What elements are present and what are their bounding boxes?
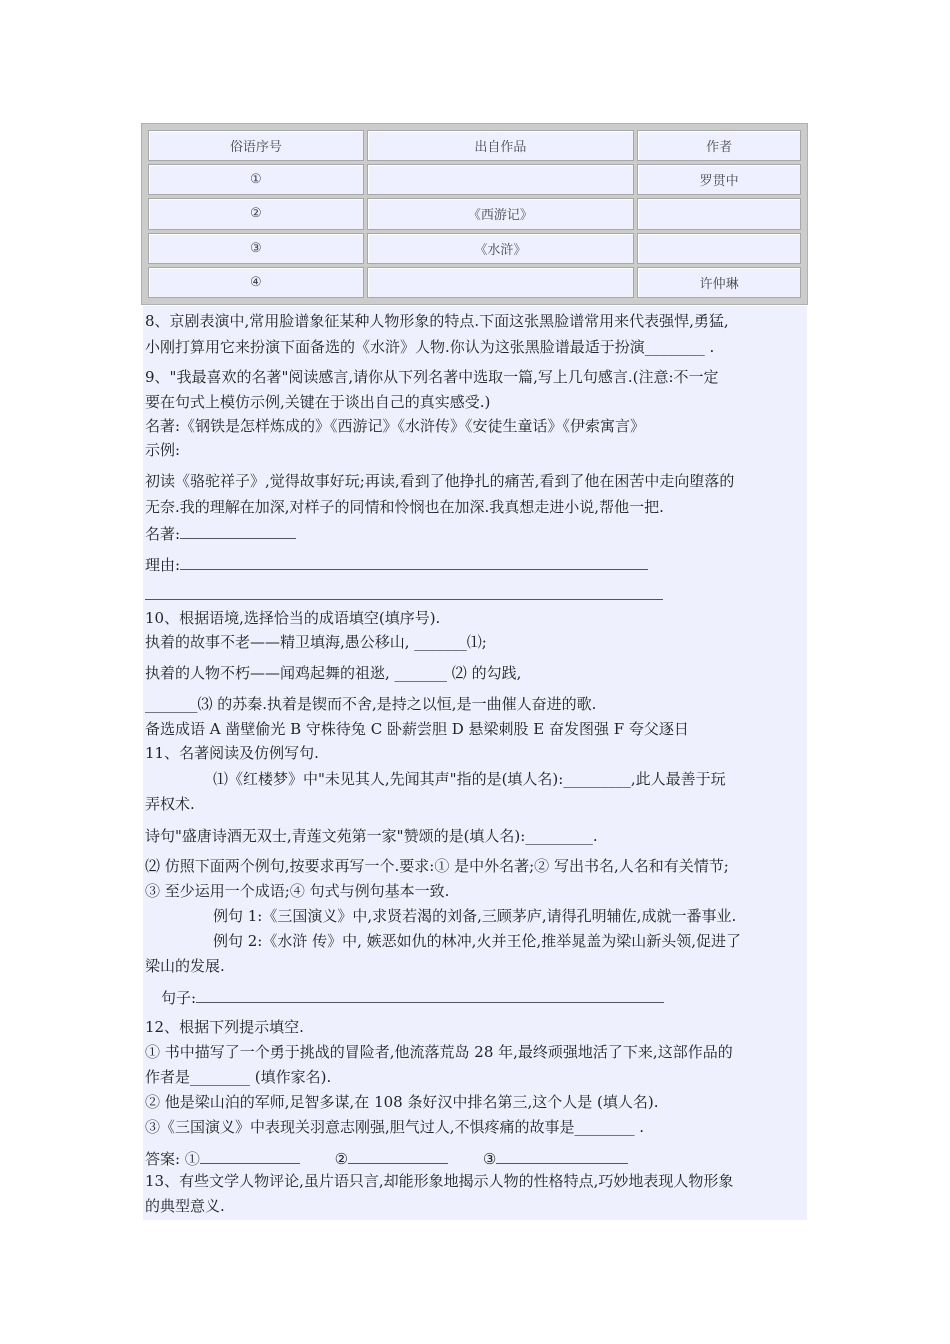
q12-text-line-4: ② 他是梁山泊的军师,足智多谋,在 108 条好汉中排名第三,这个人是 (填人名). xyxy=(145,1093,659,1111)
q9-books-line: 名著:《钢铁是怎样炼成的》《西游记》《水浒传》《安徒生童话》《伊索寓言》 xyxy=(145,417,646,435)
table-header-row xyxy=(148,130,801,161)
q9-reason-answer-line xyxy=(145,551,648,578)
table-row xyxy=(148,267,801,298)
q9-reason-label: 理由: xyxy=(145,556,181,574)
q10-text-line-4: _______⑶ 的苏秦.执着是锲而不舍,是持之以恒,是一曲催人奋进的歌. xyxy=(145,695,597,713)
table-cell: ① xyxy=(148,164,364,195)
q10-text-line-3: 执着的人物不朽——闻鸡起舞的祖逖, _______ ⑵ 的勾践, xyxy=(145,664,522,682)
table-header-cell: 俗语序号 xyxy=(148,130,364,161)
q9-book-answer-line xyxy=(145,520,296,547)
q9-text-line-1: 9、"我最喜欢的名著"阅读感言,请你从下列名著中选取一篇,写上几句感言.(注意:不一定 xyxy=(145,368,719,386)
table-row xyxy=(148,198,801,229)
table-cell xyxy=(637,233,801,264)
table-cell: ② xyxy=(148,198,364,229)
table-cell: 许仲琳 xyxy=(637,267,801,298)
q11-text-line-2: ⑴《红楼梦》中"未见其人,先闻其声"指的是(填人名):_________,此人最善于玩 xyxy=(213,770,726,788)
q9-example-line-2: 无奈.我的理解在加深,对样子的同情和怜悯也在加深.我真想走进小说,帮他一把. xyxy=(145,498,664,516)
q11-sentence-label: 句子: xyxy=(161,989,197,1007)
q9-text-line-2: 要在句式上模仿示例,关键在于谈出自己的真实感受.) xyxy=(145,393,491,411)
table-row xyxy=(148,164,801,195)
q11-example-1: 例句 1:《三国演义》中,求贤若渴的刘备,三顾茅庐,请得孔明辅佐,成就一番事业. xyxy=(213,907,737,925)
reason-answer-blank[interactable] xyxy=(180,551,648,570)
q9-example-line-1: 初读《骆驼祥子》,觉得故事好玩;再读,看到了他挣扎的痛苦,看到了他在困苦中走向堕落的 xyxy=(145,472,735,490)
table-cell xyxy=(367,164,635,195)
answer-blank-3[interactable] xyxy=(496,1145,628,1164)
table-row xyxy=(148,233,801,264)
q12-answer-label-2: ② xyxy=(334,1150,349,1168)
q10-text-line-1: 10、根据语境,选择恰当的成语填空(填序号). xyxy=(145,609,441,627)
q12-answer-label-1: 答案: ① xyxy=(145,1150,200,1168)
q12-text-line-1: 12、根据下列提示填空. xyxy=(145,1018,304,1036)
q13-text-line-1: 13、有些文学人物评论,虽片语只言,却能形象地揭示人物的性格特点,巧妙地表现人物形象 xyxy=(145,1172,734,1190)
q9-example-label: 示例: xyxy=(145,441,181,459)
book-answer-blank[interactable] xyxy=(180,520,296,539)
q9-book-label: 名著: xyxy=(145,525,181,543)
table-cell: ③ xyxy=(148,233,364,264)
proverb-table xyxy=(141,123,808,305)
q11-example-2-cont: 梁山的发展. xyxy=(145,957,225,975)
q12-answer-label-3: ③ xyxy=(482,1150,497,1168)
answer-blank-1[interactable] xyxy=(200,1145,300,1164)
table-header-cell: 出自作品 xyxy=(367,130,635,161)
q10-text-line-2: 执着的故事不老——精卫填海,愚公移山, _______⑴; xyxy=(145,633,487,651)
table-cell: ④ xyxy=(148,267,364,298)
table-header-cell: 作者 xyxy=(637,130,801,161)
q8-text-line-1: 8、京剧表演中,常用脸谱象征某种人物形象的特点.下面这张黑脸谱常用来代表强悍,勇猛, xyxy=(145,312,729,330)
q12-text-line-3: 作者是________ (填作家名). xyxy=(145,1068,332,1086)
table-cell: 罗贯中 xyxy=(637,164,801,195)
q11-example-2: 例句 2:《水浒 传》中, 嫉恶如仇的林冲,火并王伦,推举晁盖为梁山新头领,促进了 xyxy=(213,932,741,950)
table-cell xyxy=(637,198,801,229)
table-cell xyxy=(367,267,635,298)
answer-blank-2[interactable] xyxy=(348,1145,448,1164)
q11-text-line-4: 诗句"盛唐诗酒无双士,青莲文苑第一家"赞颂的是(填人名):_________. xyxy=(145,827,598,845)
q11-text-line-1: 11、名著阅读及仿例写句. xyxy=(145,744,319,762)
q12-text-line-5: ③《三国演义》中表现关羽意志刚强,胆气过人,不惧疼痛的故事是________ . xyxy=(145,1118,645,1136)
q10-options-line: 备选成语 A 凿壁偷光 B 守株待兔 C 卧薪尝胆 D 悬梁刺股 E 奋发图强 F 夸父逐日 xyxy=(145,720,689,738)
q11-text-line-3: 弄权术. xyxy=(145,795,195,813)
q12-text-line-2: ① 书中描写了一个勇于挑战的冒险者,他流落荒岛 28 年,最终顽强地活了下来,这部作品的 xyxy=(145,1043,733,1061)
table-cell: 《水浒》 xyxy=(367,233,635,264)
q8-text-line-2: 小刚打算用它来扮演下面备选的《水浒》人物.你认为这张黑脸谱最适于扮演________ . xyxy=(145,338,715,356)
q11-text-line-6: ③ 至少运用一个成语;④ 句式与例句基本一致. xyxy=(145,882,450,900)
question-content xyxy=(143,306,807,1220)
sentence-answer-blank[interactable] xyxy=(196,984,664,1003)
q11-text-line-5: ⑵ 仿照下面两个例句,按要求再写一个.要求:① 是中外名著;② 写出书名,人名和有关情节; xyxy=(145,857,729,875)
q11-sentence-answer-line xyxy=(161,984,664,1011)
q13-text-line-2: 的典型意义. xyxy=(145,1197,225,1215)
reason-answer-blank-2[interactable] xyxy=(145,581,663,600)
table-cell: 《西游记》 xyxy=(367,198,635,229)
